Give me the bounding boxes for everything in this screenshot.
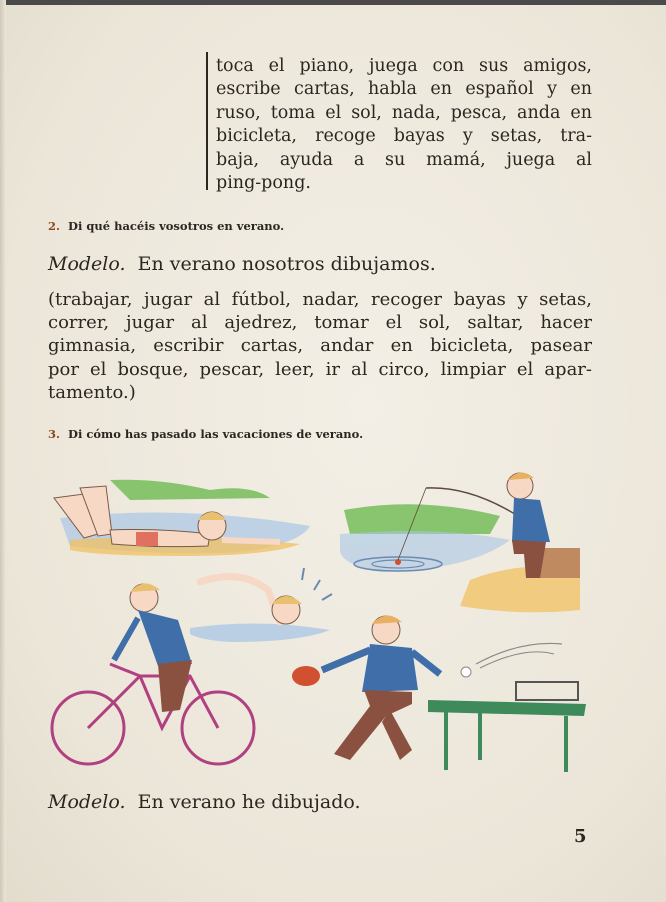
exercise-2-model <box>48 253 436 275</box>
reading-bracket-rule <box>206 52 208 190</box>
model-sentence: En verano he dibujado. <box>137 791 361 813</box>
fishing-boy-illustration <box>340 472 580 612</box>
word-list-line: gimnasia, escribir cartas, andar en bicicleta, pasear <box>48 335 592 357</box>
exercise-3-heading <box>48 427 363 441</box>
model-sentence: En verano nosotros dibujamos. <box>137 253 436 275</box>
sunbathing-boy-illustration <box>54 480 310 556</box>
word-list-line: tamento.) <box>48 381 136 403</box>
reading-line: bicicleta, recoge bayas y setas, tra- <box>216 126 592 147</box>
exercise-2-number: 2. <box>48 219 61 233</box>
exercise-3-number: 3. <box>48 427 61 441</box>
reading-line: toca el piano, juega con sus amigos, <box>216 56 592 76</box>
exercise-2-instruction: Di qué hacéis vosotros en verano. <box>68 219 285 233</box>
cycling-boy-illustration <box>52 583 254 764</box>
exercise-2-heading <box>48 219 284 233</box>
reading-line: escribe cartas, habla en español y en <box>216 79 592 100</box>
reading-line: ping-pong. <box>216 173 311 194</box>
ping-pong-illustration <box>292 615 586 772</box>
reading-line: ruso, toma el sol, nada, pesca, anda en <box>216 102 592 123</box>
exercise-3-instruction: Di cómo has pasado las vacaciones de verano. <box>68 427 364 441</box>
exercise-3-model <box>48 791 361 813</box>
word-list-line: por el bosque, pescar, leer, ir al circo, limpiar el apar- <box>48 358 592 380</box>
model-label: Modelo. <box>48 253 126 275</box>
swimming-boy-illustration <box>190 568 332 642</box>
reading-passage <box>216 55 592 195</box>
exercise-2-word-list <box>48 288 592 404</box>
page-number: 5 <box>574 826 587 847</box>
summer-activities-illustration <box>40 460 600 790</box>
word-list-line: (trabajar, jugar al fútbol, nadar, recoger bayas y setas, <box>48 289 592 310</box>
reading-line: baja, ayuda a su mamá, juega al <box>216 149 592 170</box>
word-list-line: correr, jugar al ajedrez, tomar el sol, saltar, hacer <box>48 312 592 334</box>
model-label: Modelo. <box>48 791 126 813</box>
top-scan-edge <box>0 0 666 5</box>
left-scan-edge <box>0 0 6 902</box>
